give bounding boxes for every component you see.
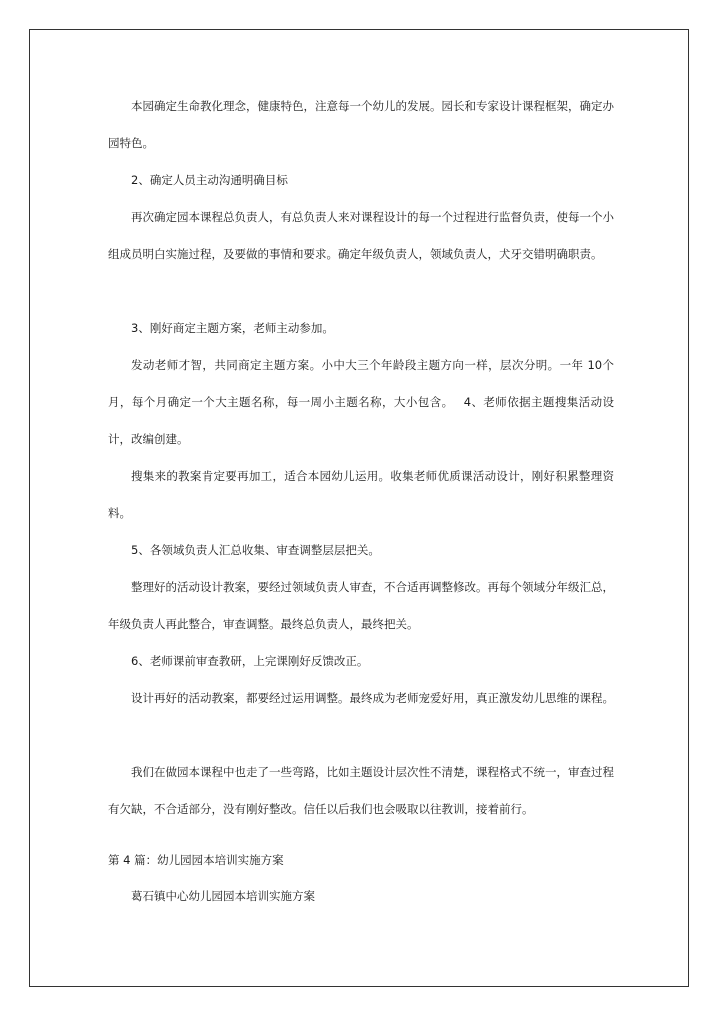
paragraph-step-4: 搜集来的教案肯定要再加工，适合本园幼儿运用。收集老师优质课活动设计，刚好积累整理资料。 (108, 469, 614, 520)
heading-step-3: 3、刚好商定主题方案，老师主动参加。 (131, 321, 334, 335)
document-subtitle: 葛石镇中心幼儿园园本培训实施方案 (131, 889, 315, 903)
heading-step-2: 2、确定人员主动沟通明确目标 (131, 173, 288, 187)
paragraph-intro: 本园确定生命教化理念，健康特色，注意每一个幼儿的发展。园长和专家设计课程框架，确定办园特色。 (108, 99, 614, 150)
paragraph-step-6: 设计再好的活动教案，都要经过运用调整。最终成为老师宠爱好用，真正激发幼儿思维的课程。 (131, 691, 614, 705)
paragraph-step-3: 发动老师才智，共同商定主题方案。小中大三个年龄段主题方向一样，层次分明。一年 10个月，每个月确定一个大主题名称，每一周小主题名称，大小包含。 4、老师依据主题搜集活动设计，改编创建。 (108, 358, 614, 446)
paragraph-reflection: 我们在做园本课程中也走了一些弯路，比如主题设计层次性不清楚，课程格式不统一，审查过程有欠缺，不合适部分，没有刚好整改。信任以后我们也会吸取以往教训，接着前行。 (108, 765, 614, 816)
section-title: 第 4 篇：幼儿园园本培训实施方案 (108, 853, 284, 867)
heading-step-6: 6、老师课前审查教研，上完课刚好反馈改正。 (131, 654, 369, 668)
heading-step-5: 5、各领域负责人汇总收集、审查调整层层把关。 (131, 543, 380, 557)
paragraph-step-2: 再次确定园本课程总负责人，有总负责人来对课程设计的每一个过程进行监督负责，使每一个小组成员明白实施过程，及要做的事情和要求。确定年级负责人，领域负责人，犬牙交错明确职责。 (108, 210, 614, 261)
paragraph-step-5: 整理好的活动设计教案，要经过领域负责人审查，不合适再调整修改。再每个领域分年级汇总，年级负责人再此整合，审查调整。最终总负责人，最终把关。 (108, 580, 614, 631)
